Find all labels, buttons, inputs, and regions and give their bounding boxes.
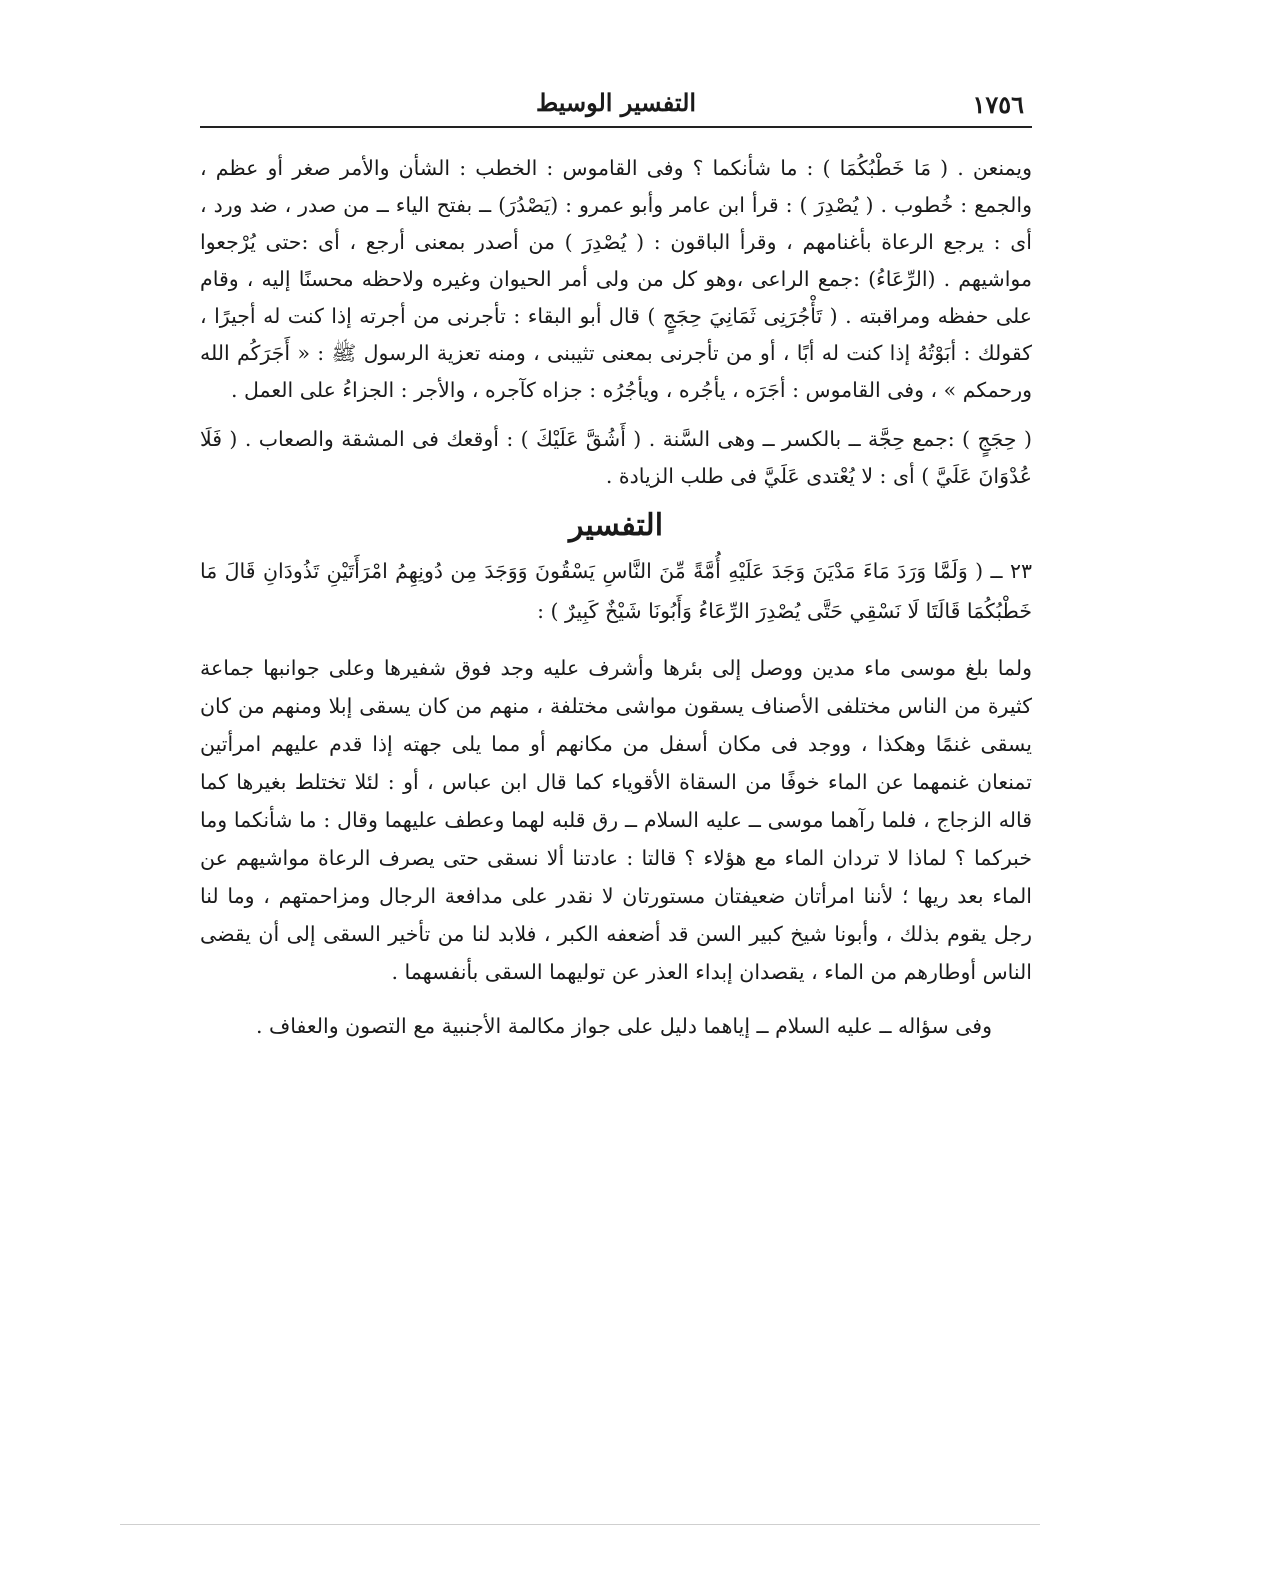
commentary-paragraph: ولما بلغ موسى ماء مدين ووصل إلى بئرها وأشرف عليه وجد فوق شفيرها وعلى جوانبها جماعة كثيرة من الناس مختلفى الأصناف يسقون مواشى مختلفة ، منهم من كان يسقى إبلا ومنهم من كان يسقى غنمًا وهكذا ، ووجد فى مكان أسفل من مكانهم أو مما يلى جهته إذا قدم عليهم امرأتين تمنعان غنمهما عن الماء خوفًا من السقاة الأقوياء كما قال ابن عباس ، أو : لئلا تختلط بغيرها كما قاله الزجاج ، فلما رآهما موسى ــ عليه السلام ــ رق قلبه لهما وعطف عليهما وقال : ما شأنكما وما خبركما ؟ لماذا لا تردان الماء مع هؤلاء ؟ قالتا : عادتنا ألا نسقى حتى يصرف الرعاة مواشيهم عن الماء بعد ريها ؛ لأننا امرأتان ضعيفتان مستورتان لا نقدر على مدافعة الرجال ومزاحمتهم ، وما لنا رجل يقوم بذلك ، وأبونا شيخ كبير السن قد أضعفه الكبر ، فلابد لنا من تأخير السقى إلى أن يقضى الناس أوطارهم من الماء ، يقصدان إبداء العذر عن توليهما السقى بأنفسهما .: [200, 656, 1032, 984]
quran-verse: ٢٣ ــ ( وَلَمَّا وَرَدَ مَاءَ مَدْيَنَ وَجَدَ عَلَيْهِ أُمَّةً مِّنَ النَّاسِ يَسْقُونَ وَوَجَدَ مِن دُونِهِمُ امْرَأَتَيْنِ تَذُودَانِ قَالَ مَا خَطْبُكُمَا قَالَتَا لَا نَسْقِي حَتَّى يُصْدِرَ الرِّعَاءُ وَأَبُونَا شَيْخٌ كَبِيرٌ ) :: [200, 559, 1032, 623]
running-title: التفسير الوسيط: [535, 88, 697, 117]
book-page: [200, 80, 1032, 1520]
section-heading: التفسير: [568, 508, 664, 543]
glossary-paragraph: ( حِجَجٍ ) :جمع حِجَّة ــ بالكسر ــ وهى السَّنة . ( أَشُقَّ عَلَيْكَ ) : أوقعك فى المشقة والصعاب . ( فَلَا عُدْوَانَ عَلَيَّ ) أى : لا يُعْتدى عَلَيَّ فى طلب الزيادة .: [200, 427, 1032, 488]
page-header: [200, 80, 1032, 128]
commentary-paragraph: وفى سؤاله ــ عليه السلام ــ إياهما دليل على جواز مكالمة الأجنبية مع التصون والعفاف .: [255, 1014, 992, 1038]
footer-rule: [120, 1524, 1040, 1525]
page-number: ١٧٥٦: [972, 90, 1024, 119]
glossary-paragraph: ويمنعن . ( مَا خَطْبُكُمَا ) : ما شأنكما ؟ وفى القاموس : الخطب : الشأن والأمر صغر أو عظم ، والجمع : خُطوب . ( يُصْدِرَ ) : قرأ ابن عامر وأبو عمرو : (يَصْدُرَ) ــ بفتح الياء ــ من صدر ، ضد ورد ، أى : يرجع الرعاة بأغنامهم ، وقرأ الباقون : ( يُصْدِرَ ) من أصدر بمعنى أرجع ، أى :حتى يُرْجعوا مواشيهم . (الرِّعَاءُ) :جمع الراعى ،وهو كل من ولى أمر الحيوان وغيره ولاحظه محسنًا إليه ، وقام على حفظه ومراقبته . ( تَأْجُرَنِى ثَمَانِيَ حِجَجٍ ) قال أبو البقاء : تأجرنى من أجرته إذا كنت له أجيرًا ، كقولك : أبَوْتُهُ إذا كنت له أبًا ، أو من تأجرنى بمعنى تثيبنى ، ومنه تعزية الرسول ﷺ : « أَجَرَكُم الله ورحمكم » ، وفى القاموس : أجَرَه ، يأجُره ، ويأجُرُه : جزاه كآجره ، والأجر : الجزاءُ على العمل .: [200, 156, 1032, 402]
